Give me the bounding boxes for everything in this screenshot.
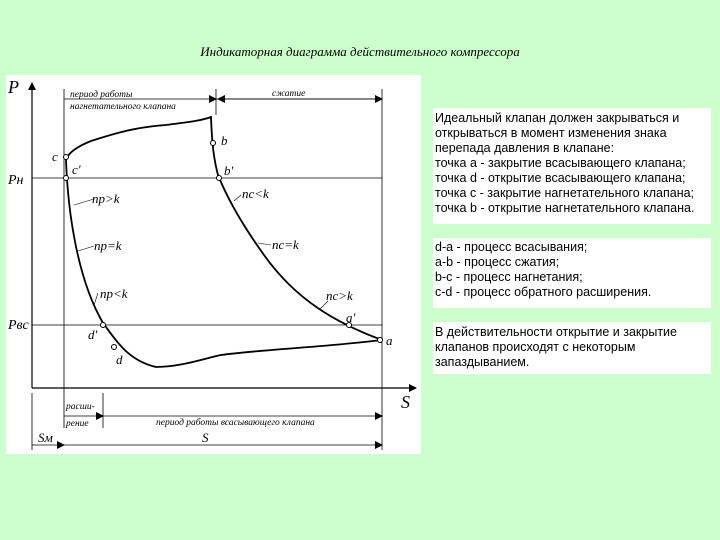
compression-label: сжатие [272,89,306,99]
indicator-diagram [6,75,421,454]
panel1-line: точка a - закрытие всасывающего клапана; [435,156,686,170]
point-c-marker [64,155,69,160]
process-list-panel [433,238,711,308]
delay-note-panel [433,322,711,374]
discharge-period-label-1: период работы [70,90,133,100]
point-d-label: d [116,352,123,367]
panel2-line: a-b - процесс сжатия; [435,255,560,269]
expansion-label-1: расши- [66,402,95,412]
point-a-label: a [386,333,393,348]
discharge-period-label-2: нагнетательного клапана [70,102,176,112]
point-c-label: c [52,149,58,164]
point-b-marker [211,141,216,146]
point-cprime-label: c' [72,162,81,177]
np-eq-k-label: np=k [94,238,122,253]
point-a-marker [378,338,383,343]
suction-period-label: период работы всасывающего клапана [156,418,315,428]
panel1-line: точка b - открытие нагнетательного клапана. [435,201,695,215]
axis-y-label: P [8,77,19,97]
page-title: Индикаторная диаграмма действительного компрессора [200,44,520,59]
nc-eq-k-label: nc=k [272,237,299,252]
panel3-line: клапанов происходят с некоторым [435,340,636,354]
panel1-line: точка c - закрытие нагнетательного клапана; [435,186,695,200]
panel3-line: запаздыванием. [435,355,530,369]
nc-gt-k-label: nc>k [326,288,353,303]
leader-np-eq [78,246,94,251]
pn-label: Pн [8,173,24,188]
leader-nc-lt [234,195,241,201]
diagram-svg [6,75,421,454]
leader-np-lt [94,293,98,305]
pvs-label: Pвс [8,318,29,333]
point-d-marker [112,345,117,350]
nc-lt-k-label: nc<k [242,186,269,201]
point-b-label: b [221,133,228,148]
point-bprime-label: b' [224,163,234,178]
np-gt-k-label: np>k [92,191,120,206]
point-aprime-label: a' [346,310,356,325]
s-label: S [202,430,209,445]
panel1-line: открываться в момент изменения знака [435,126,667,140]
leader-nc-eq [258,243,271,245]
point-bprime-marker [217,176,222,181]
axis-x-label: S [401,392,410,412]
valve-explanation-panel [433,108,711,224]
panel3-line: В действительности открытие и закрытие [435,325,677,339]
leader-np-gt [74,199,94,205]
point-dprime-marker [101,323,106,328]
point-dprime-label: d' [88,327,98,342]
np-lt-k-label: np<k [100,286,128,301]
sm-label: Sм [38,430,53,445]
expansion-label-2: рение [66,419,89,429]
panel2-line: c-d - процесс обратного расширения. [435,285,652,299]
panel2-line: d-a - процесс всасывания; [435,240,588,254]
point-cprime-marker [64,176,69,181]
panel1-line: Идеальный клапан должен закрываться и [435,111,680,125]
panel2-line: b-c - процесс нагнетания; [435,270,583,284]
panel1-line: точка d - открытие всасывающего клапана; [435,171,686,185]
panel1-line: перепада давления в клапане: [435,141,615,155]
